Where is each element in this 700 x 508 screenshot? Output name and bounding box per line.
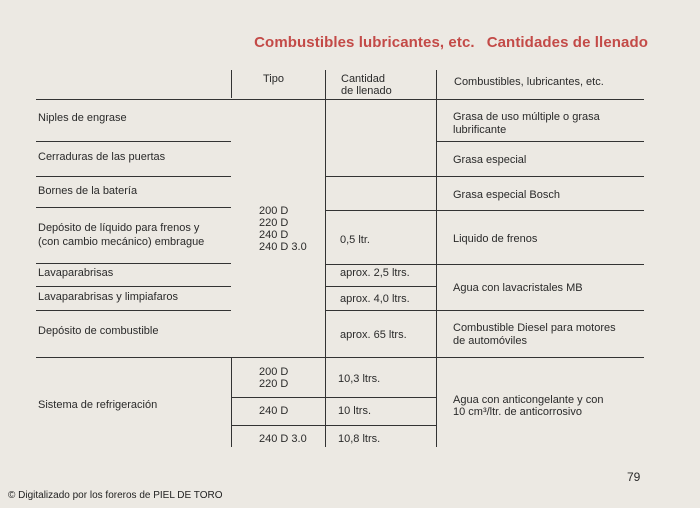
row-bornes-name: Bornes de la batería <box>38 185 138 197</box>
row-refrigeracion-fluid-2: 10 cm³/ltr. de anticorrosivo <box>453 406 582 418</box>
refrigeracion-quantity-2: 10 ltrs. <box>338 405 372 417</box>
row-lavacristales-fluid: Agua con lavacristales MB <box>453 282 583 294</box>
row-refrigeracion-name: Sistema de refrigeración <box>38 399 158 411</box>
footer-credit: © Digitalizado por los foreros de PIEL DE TORO <box>8 490 223 501</box>
refrigeracion-quantity-3: 10,8 ltrs. <box>338 433 381 445</box>
model-220d: 220 D <box>259 217 289 229</box>
row-combustible-fluid-1: Combustible Diesel para motores <box>453 322 616 334</box>
row-niples-fluid-1: Grasa de uso múltiple o grasa <box>453 111 600 123</box>
model-200d: 200 D <box>259 205 289 217</box>
refrigeracion-tipo-2: 240 D <box>259 405 289 417</box>
col-header-tipo: Tipo <box>263 73 284 85</box>
model-240d-30: 240 D 3.0 <box>259 241 307 253</box>
refrigeracion-tipo-1a: 200 D <box>259 366 289 378</box>
row-lavaparabrisas-name: Lavaparabrisas <box>38 267 114 279</box>
row-combustible-fluid-2: de automóviles <box>453 335 527 347</box>
row-cerraduras-fluid: Grasa especial <box>453 154 527 166</box>
model-240d: 240 D <box>259 229 289 241</box>
col-header-cantidad-2: de llenado <box>341 85 392 97</box>
col-header-cantidad-1: Cantidad <box>341 73 386 85</box>
row-frenos-name-2: (con cambio mecánico) embrague <box>38 236 205 248</box>
page-number: 79 <box>627 470 641 484</box>
row-niples-name: Niples de engrase <box>38 112 127 124</box>
heading-right: Cantidades de llenado <box>486 34 648 51</box>
row-frenos-quantity: 0,5 ltr. <box>340 234 370 246</box>
row-lavaparabrisas-faros-name: Lavaparabrisas y limpiafaros <box>38 291 179 303</box>
row-lavaparabrisas-quantity: aprox. 2,5 ltrs. <box>340 267 410 279</box>
row-frenos-name-1: Depósito de líquido para frenos y <box>38 222 200 234</box>
row-niples-fluid-2: lubrificante <box>453 124 507 136</box>
row-refrigeracion-fluid-1: Agua con anticongelante y con <box>453 394 604 406</box>
col-header-combustibles: Combustibles, lubricantes, etc. <box>454 76 604 88</box>
row-bornes-fluid: Grasa especial Bosch <box>453 189 560 201</box>
row-combustible-quantity: aprox. 65 ltrs. <box>340 329 407 341</box>
row-cerraduras-name: Cerraduras de las puertas <box>38 151 166 163</box>
refrigeracion-tipo-3: 240 D 3.0 <box>259 433 307 445</box>
row-lavaparabrisas-faros-quantity: aprox. 4,0 ltrs. <box>340 293 410 305</box>
refrigeracion-tipo-1b: 220 D <box>259 378 289 390</box>
page-heading <box>254 34 648 51</box>
heading-left: Combustibles lubricantes, etc. <box>254 34 475 51</box>
row-frenos-fluid: Liquido de frenos <box>453 233 538 245</box>
refrigeracion-quantity-1: 10,3 ltrs. <box>338 373 381 385</box>
row-combustible-name: Depósito de combustible <box>38 325 159 337</box>
